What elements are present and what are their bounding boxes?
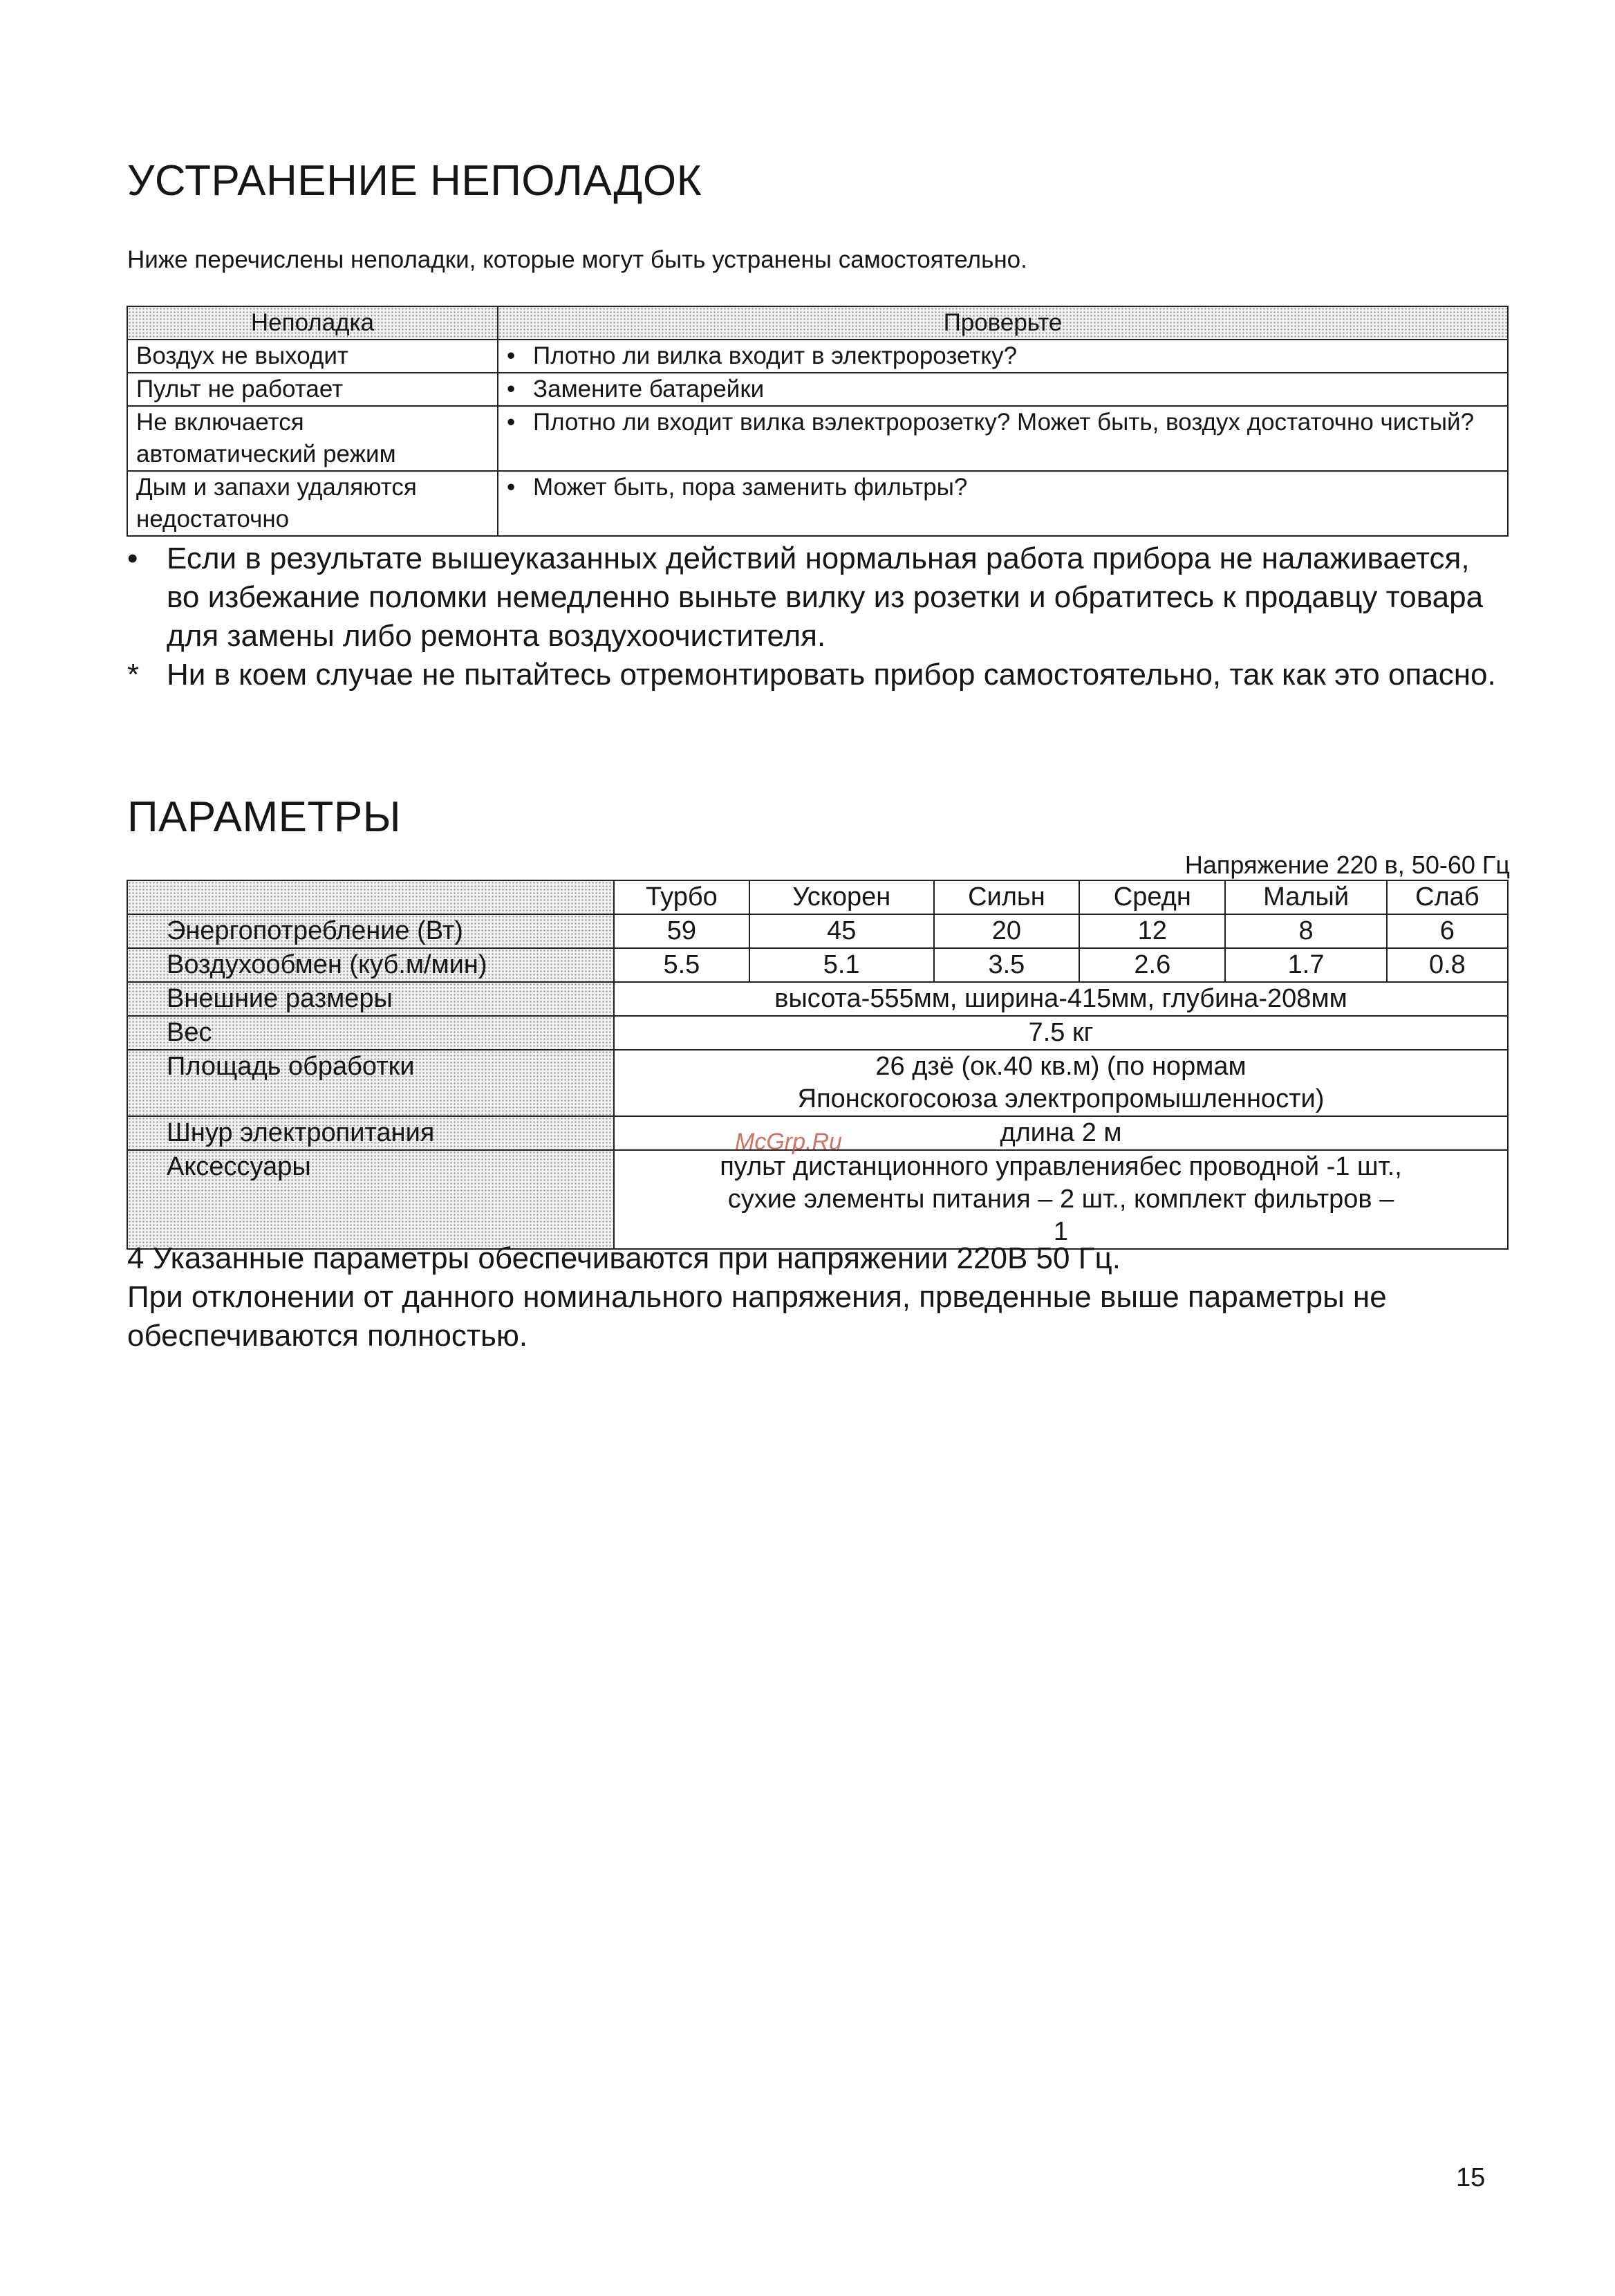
header-check: Проверьте [498,306,1508,340]
problem-cell: Воздух не выходит [127,340,498,373]
note-item [127,656,1510,694]
mode-header: Турбо [614,880,749,914]
check-text: Может быть, пора заменить фильтры? [533,474,968,501]
bullet-icon: • [507,409,516,436]
mode-header: Средн [1079,880,1225,914]
check-text: Замените батарейки [533,376,765,402]
value-cell: 7.5 кг [614,1016,1508,1050]
table-row [127,1050,1508,1116]
bullet-icon: • [507,342,516,369]
value-cell: 6 [1387,914,1508,948]
parameters-title: ПАРАМЕТРЫ [127,793,402,841]
value-cell: 2.6 [1079,948,1225,982]
row-label: Энергопотребление (Вт) [127,914,614,948]
table-row [127,340,1508,373]
troubleshooting-notes [127,539,1510,694]
value-cell: 59 [614,914,749,948]
value-cell: высота-555мм, ширина-415мм, глубина-208мм [614,982,1508,1016]
value-cell: 5.1 [749,948,934,982]
watermark: McGrp.Ru [735,1129,842,1155]
value-cell: 12 [1079,914,1225,948]
value-cell: 1.7 [1225,948,1386,982]
table-header-row [127,880,1508,914]
table-row [127,1150,1508,1249]
troubleshooting-title: УСТРАНЕНИЕ НЕПОЛАДОК [127,157,702,205]
row-label: Аксессуары [127,1150,614,1249]
corner-cell [127,880,614,914]
mode-header: Ускорен [749,880,934,914]
table-row [127,1016,1508,1050]
row-label: Воздухообмен (куб.м/мин) [127,948,614,982]
value-cell: 0.8 [1387,948,1508,982]
bullet-icon: • [507,376,516,402]
table-row [127,982,1508,1016]
check-text: Плотно ли входит вилка вэлектророзетку? Может быть, воздух достаточно чистый? [533,409,1475,436]
check-cell [498,373,1508,406]
note-text: Ни в коем случае не пытайтесь отремонтировать прибор самостоятельно, так как это опасно. [167,658,1496,692]
problem-cell: Дым и запахи удаляются недостаточно [127,471,498,536]
row-label: Площадь обработки [127,1050,614,1116]
table-row [127,373,1508,406]
table-header-row [127,306,1508,340]
bullet-icon: • [507,474,516,501]
value-cell: 3.5 [934,948,1080,982]
row-label: Вес [127,1016,614,1050]
parameters-table [127,880,1509,1250]
problem-cell: Пульт не работает [127,373,498,406]
note-marker: • [127,541,138,575]
voltage-caption: Напряжение 220 в, 50-60 Гц [1184,851,1510,879]
value-cell: 45 [749,914,934,948]
row-label: Шнур электропитания [127,1116,614,1150]
footnote-line: При отклонении от данного номинального напряжения, прведенные выше параметры не обеспечиваются полностью. [127,1280,1387,1353]
page-number: 15 [1456,2163,1486,2192]
row-label: Внешние размеры [127,982,614,1016]
value-cell: 5.5 [614,948,749,982]
footnote-line: 4 Указанные параметры обеспечиваются при напряжении 220В 50 Гц. [127,1241,1121,1275]
header-problem: Неполадка [127,306,498,340]
value-cell: длина 2 м [614,1116,1508,1150]
value-cell: 26 дзё (ок.40 кв.м) (по нормам Японскогосоюза электропромышленности) [614,1050,1508,1116]
table-row [127,471,1508,536]
check-cell [498,406,1508,471]
check-cell [498,471,1508,536]
table-row [127,914,1508,948]
troubleshooting-table [127,306,1509,537]
value-cell: 8 [1225,914,1386,948]
note-marker: * [127,658,140,692]
mode-header: Сильн [934,880,1080,914]
value-cell: пульт дистанционного управлениябес проводной -1 шт., сухие элементы питания – 2 шт., комплект фильтров – 1 [614,1150,1508,1249]
value-cell: 20 [934,914,1080,948]
mode-header: Слаб [1387,880,1508,914]
note-item [127,539,1510,656]
problem-cell: Не включается автоматический режим [127,406,498,471]
check-cell [498,340,1508,373]
table-row [127,406,1508,471]
check-text: Плотно ли вилка входит в электророзетку? [533,342,1018,369]
note-text: Если в результате вышеуказанных действий нормальная работа прибора не налаживается, во избежание поломки немедленно выньте вилку из розетки и обратитесь к продавцу товара для замены либо ремонта воздухоочистителя. [167,541,1484,653]
troubleshooting-intro: Ниже перечислены неполадки, которые могут быть устранены самостоятельно. [127,246,1027,273]
table-row [127,948,1508,982]
parameters-footnote [127,1239,1510,1355]
mode-header: Малый [1225,880,1386,914]
